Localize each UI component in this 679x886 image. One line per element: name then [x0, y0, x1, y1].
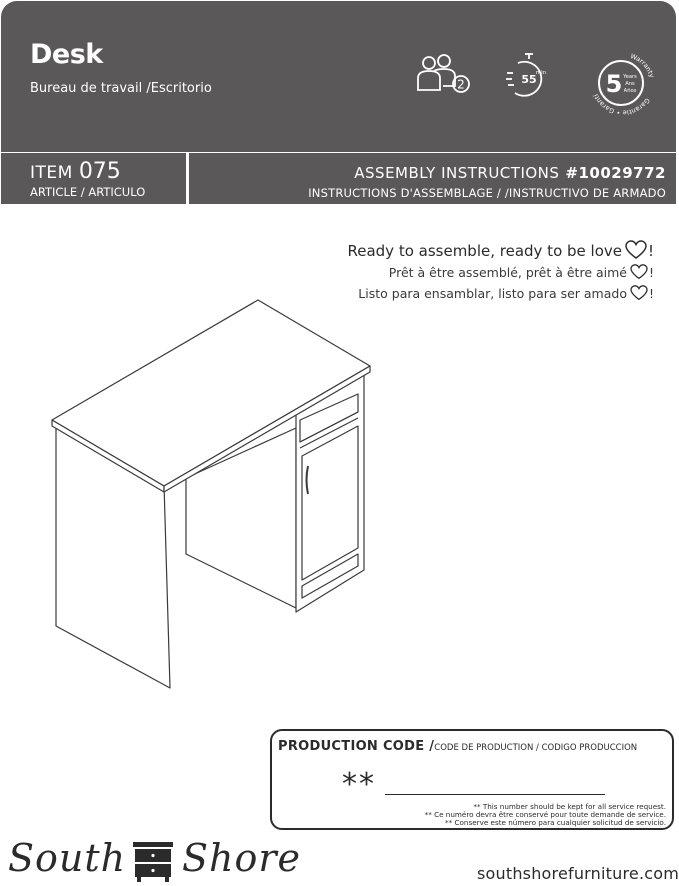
assembly-label: ASSEMBLY INSTRUCTIONS: [354, 164, 560, 182]
warranty-unit-fr: Ans: [625, 81, 635, 87]
tagline-english-end: !: [647, 242, 654, 260]
time-value: 55: [521, 73, 537, 86]
production-code-sublabel: CODE DE PRODUCTION / CODIGO PRODUCCION: [434, 743, 638, 753]
warranty-years: 5: [605, 70, 623, 98]
brand-logo: [8, 836, 308, 886]
assembly-number: #10029772: [565, 164, 666, 182]
tagline-spanish-text: Listo para ensamblar, listo para ser amado: [358, 286, 627, 301]
people-count: 2: [457, 77, 465, 92]
item-band: [1, 153, 186, 204]
warranty-ring-top: Warranty: [629, 52, 656, 79]
service-note-english: ** This number should be kept for all service request.: [473, 802, 666, 811]
warranty-unit-es: Años: [623, 88, 637, 94]
item-sub-label: ARTICLE / ARTICULO: [30, 185, 146, 199]
heart-icon: [630, 264, 648, 280]
production-code-label: PRODUCTION CODE /: [278, 739, 435, 754]
production-code-stars: **: [342, 767, 376, 802]
item-line: [30, 159, 121, 184]
stopwatch-icon: [505, 51, 551, 101]
heart-icon: [630, 285, 648, 301]
item-number: 075: [78, 159, 121, 184]
desk-illustration: [48, 296, 374, 692]
brand-word-south: South: [8, 836, 127, 880]
website-url: southshorefurniture.com: [476, 864, 679, 883]
product-title: Desk: [30, 39, 103, 70]
assembly-band: [189, 153, 676, 204]
tagline-french-text: Prêt à être assemblé, prêt à être aimé: [388, 265, 627, 280]
tagline-spanish: [358, 286, 654, 301]
brand-word-shore: Shore: [182, 836, 302, 880]
item-label: ITEM: [30, 163, 73, 183]
tagline-french-end: !: [648, 265, 654, 280]
production-code-box: [270, 729, 674, 830]
product-subtitle: Bureau de travail /Escritorio: [30, 81, 212, 96]
assembly-line: [354, 164, 666, 182]
assembly-sub-label: INSTRUCTIONS D'ASSEMBLAGE / /INSTRUCTIVO DE ARMADO: [308, 186, 666, 200]
service-note-spanish: ** Conserve este número para cualquier solicitud de servicio.: [445, 818, 666, 827]
tagline-french: [389, 265, 654, 280]
two-people-icon: [415, 54, 471, 96]
warranty-badge-icon: [585, 47, 661, 123]
warranty-unit-en: Years: [623, 74, 637, 80]
production-code-field: [385, 794, 605, 795]
service-note-french: ** Ce numéro devra être conservé pour toute demande de service.: [424, 810, 666, 819]
tagline-english-text: Ready to assemble, ready to be love: [347, 242, 622, 260]
header-banner: [1, 1, 676, 152]
heart-icon: [625, 240, 647, 260]
warranty-ring-bottom: Garantie • Garantí: [591, 92, 652, 117]
time-unit: min: [535, 70, 547, 76]
tagline-spanish-end: !: [648, 286, 654, 301]
tagline-english: [347, 242, 654, 260]
production-code-title: [278, 735, 637, 754]
dresser-logo-icon: [130, 840, 176, 882]
